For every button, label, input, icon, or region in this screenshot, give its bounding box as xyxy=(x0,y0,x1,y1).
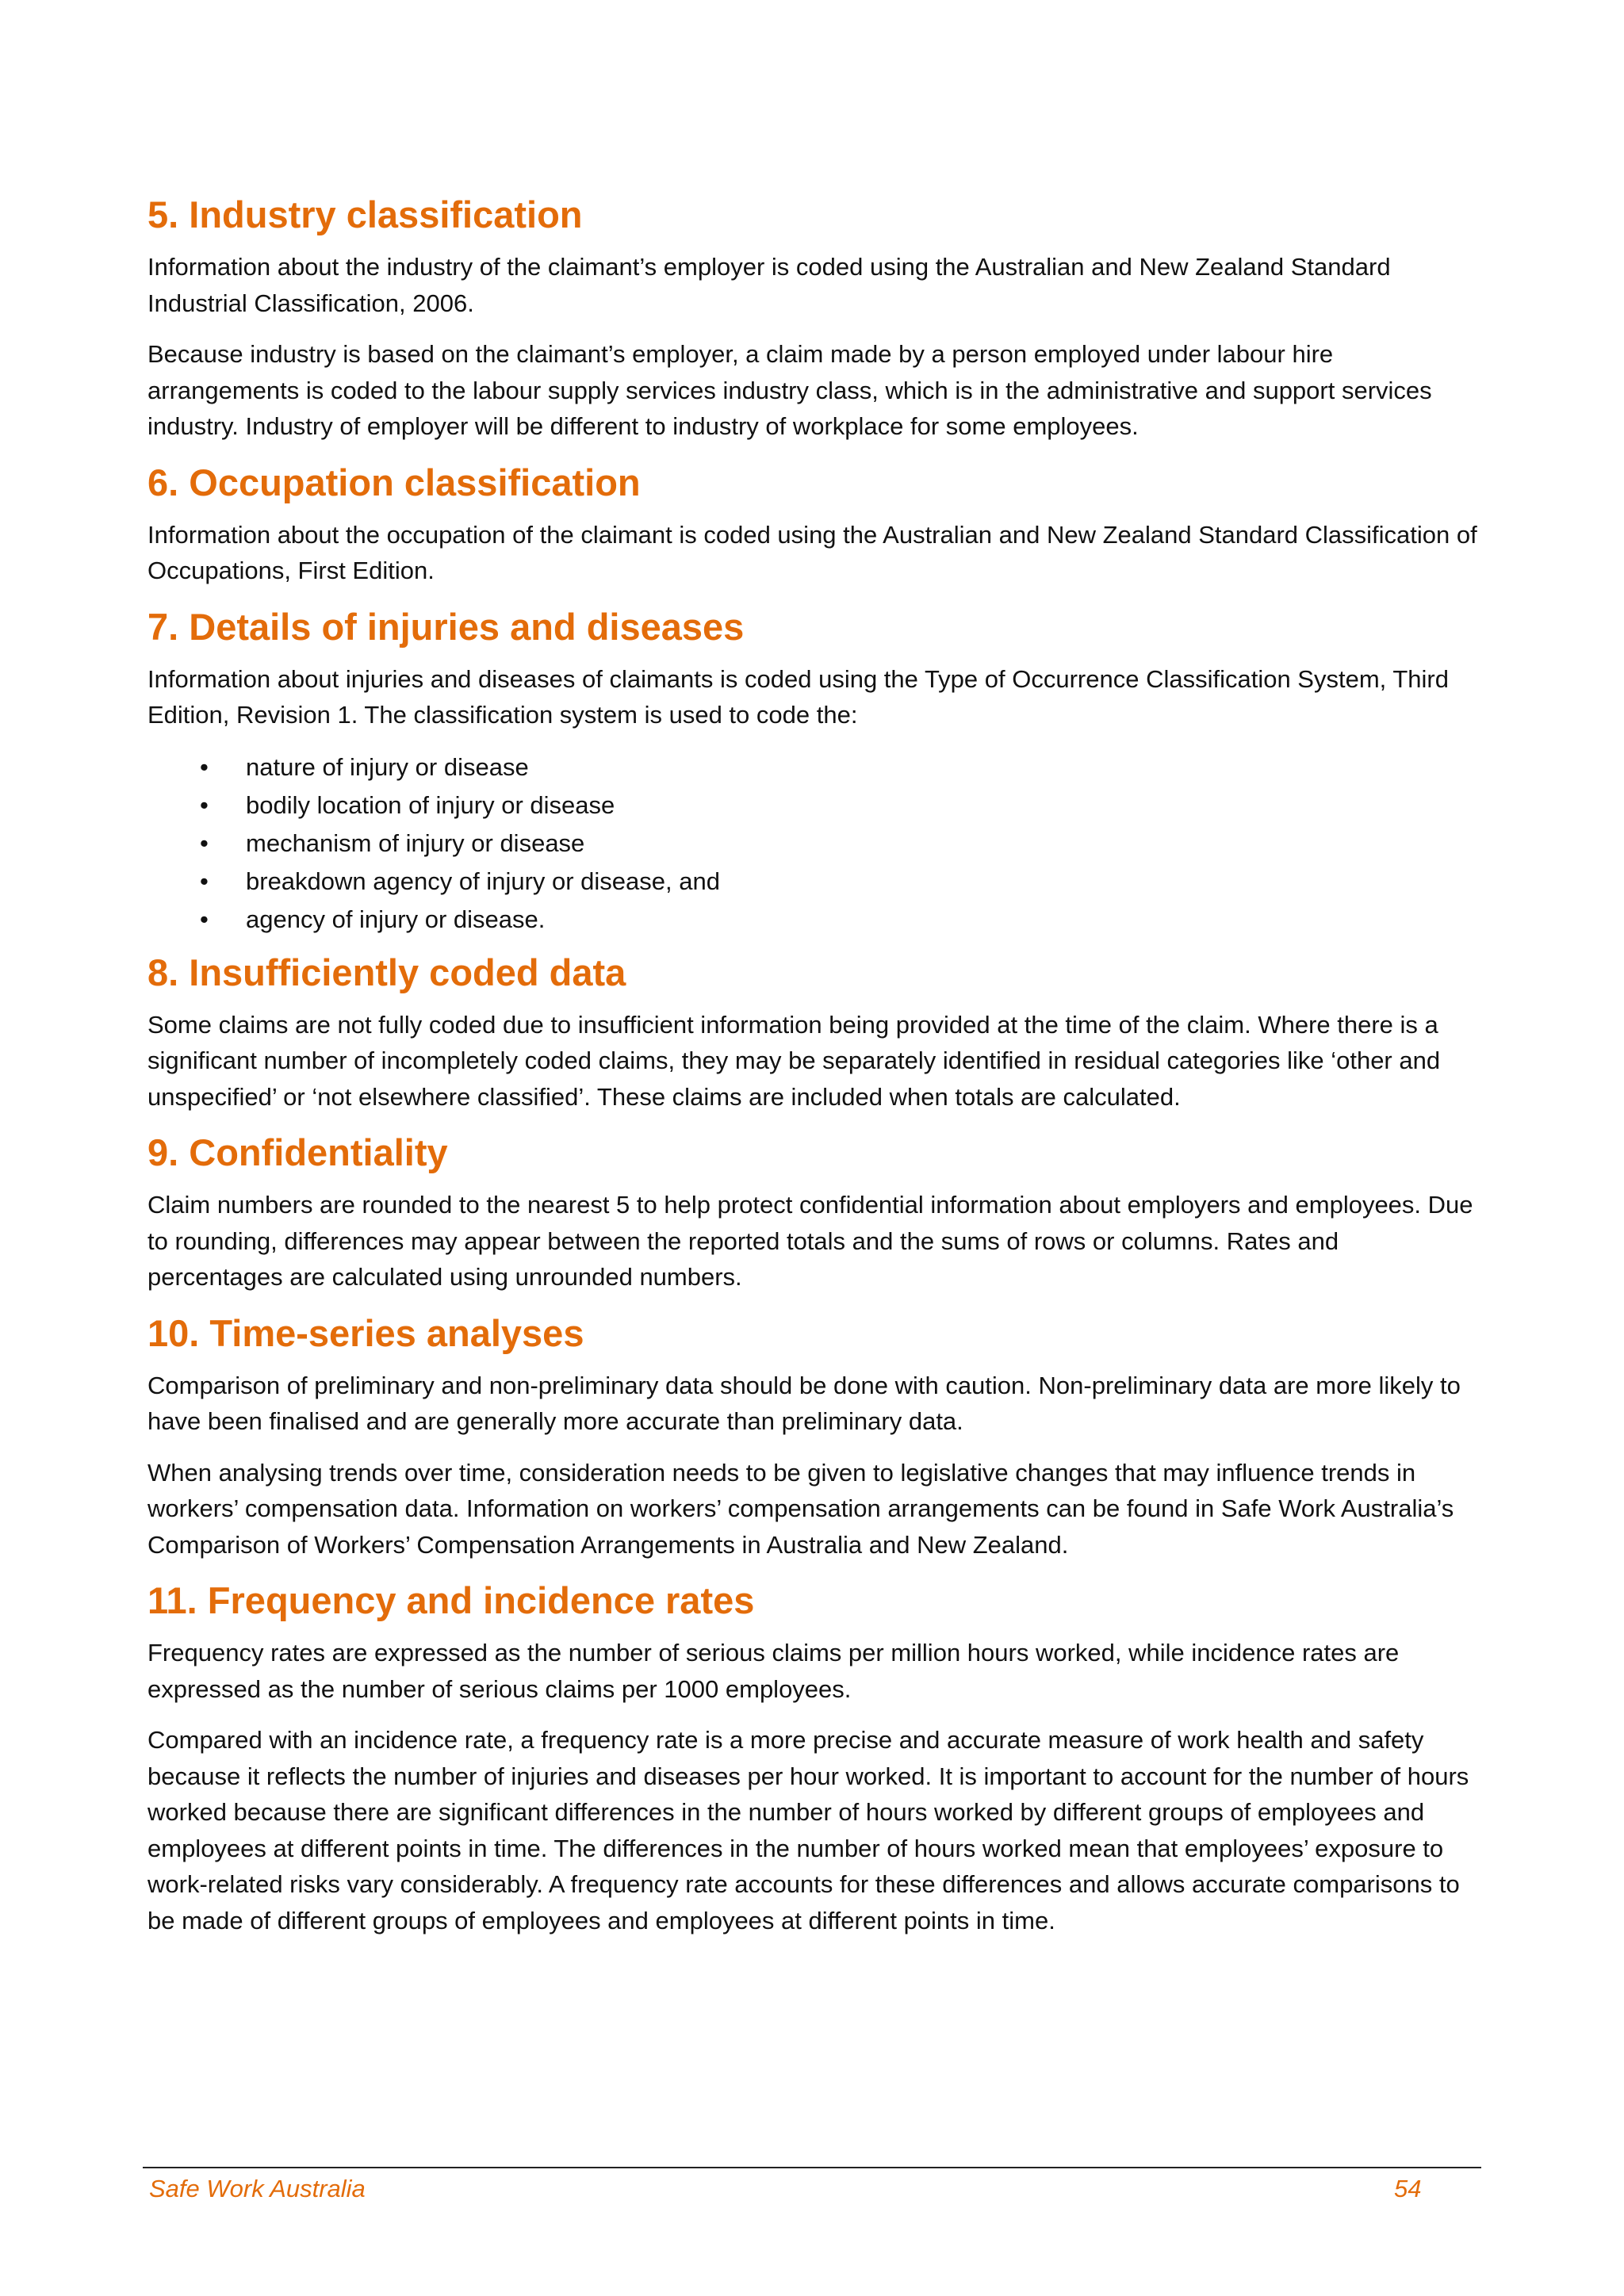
section-frequency-and-incidence-rates xyxy=(147,1578,1480,1938)
paragraph: When analysing trends over time, consideration needs to be given to legislative changes that may influence trends in workers’ compensation data. Information on workers’ compensation arrangements can be found in Safe Work Australia’s Comparison of Workers’ Compensation Arrangements in Australia and New Zealand. xyxy=(147,1458,1454,1559)
paragraph: Frequency rates are expressed as the number of serious claims per million hours worked, while incidence rates are expressed as the number of serious claims per 1000 employees. xyxy=(147,1639,1400,1703)
bullet-icon: • xyxy=(200,867,209,895)
list-item xyxy=(147,901,1480,939)
list-item-text: breakdown agency of injury or disease, and xyxy=(246,867,720,895)
list-item xyxy=(147,825,1480,863)
bullet-icon: • xyxy=(200,905,209,933)
section-heading: 11. Frequency and incidence rates xyxy=(147,1579,755,1621)
section-heading: 9. Confidentiality xyxy=(147,1131,448,1173)
section-insufficiently-coded-data xyxy=(147,950,1480,1115)
section-details-of-injuries xyxy=(147,604,1480,939)
paragraph: Information about the industry of the claimant’s employer is coded using the Australian and New Zealand Standard Industrial Classification, 2006. xyxy=(147,253,1391,317)
section-time-series-analyses xyxy=(147,1311,1480,1563)
paragraph: Some claims are not fully coded due to insufficient information being provided at the time of the claim. Where there is a significant number of incompletely coded claims, they may be separately identified in residual categories like ‘other and unspecified’ or ‘not elsewhere classified’. These claims are included when totals are calculated. xyxy=(147,1010,1441,1111)
list-item xyxy=(147,748,1480,786)
section-industry-classification xyxy=(147,192,1480,445)
paragraph: Information about injuries and diseases of claimants is coded using the Type of Occurrence Classification System, Third Edition, Revision 1. The classification system is used to code the: xyxy=(147,664,1449,729)
paragraph: Compared with an incidence rate, a frequency rate is a more precise and accurate measure of work health and safety because it reflects the number of injuries and diseases per hour worked. It is important to account for the number of hours worked because there are significant differences in the number of hours worked by different groups of employees and employees at different points in time. The differences in the number of hours worked mean that employees’ exposure to work-related risks vary considerably. A frequency rate accounts for these differences and allows accurate comparisons to be made of different groups of employees and employees at different points in time. xyxy=(147,1726,1469,1934)
section-heading: 10. Time-series analyses xyxy=(147,1311,584,1354)
section-occupation-classification xyxy=(147,460,1480,589)
bullet-icon: • xyxy=(200,828,209,857)
bullet-icon: • xyxy=(200,790,209,819)
paragraph: Because industry is based on the claimant’s employer, a claim made by a person employed under labour hire arrangements is coded to the labour supply services industry class, which is in the administrative and support services industry. Industry of employer will be different to industry of workplace for some employees. xyxy=(147,340,1432,440)
list-item xyxy=(147,863,1480,901)
footer-organisation: Safe Work Australia xyxy=(149,2175,366,2202)
list-item-text: nature of injury or disease xyxy=(246,752,529,781)
bullet-list xyxy=(147,748,1480,939)
list-item-text: agency of injury or disease. xyxy=(246,905,546,933)
page-footer xyxy=(143,2167,1481,2202)
section-confidentiality xyxy=(147,1130,1480,1295)
section-heading: 8. Insufficiently coded data xyxy=(147,951,626,993)
page-number: 54 xyxy=(1394,2175,1422,2202)
bullet-icon: • xyxy=(200,752,209,781)
document-body xyxy=(147,192,1480,1954)
section-heading: 7. Details of injuries and diseases xyxy=(147,605,745,648)
paragraph: Comparison of preliminary and non-preliminary data should be done with caution. Non-preliminary data are more likely to have been finalised and are generally more accurate than preliminary data. xyxy=(147,1371,1461,1435)
section-heading: 6. Occupation classification xyxy=(147,461,641,503)
section-heading: 5. Industry classification xyxy=(147,193,583,235)
paragraph: Claim numbers are rounded to the nearest 5 to help protect confidential information about employers and employees. Due to rounding, differences may appear between the reported totals and the sums of rows or columns. Rates and percentages are calculated using unrounded numbers. xyxy=(147,1191,1473,1291)
paragraph: Information about the occupation of the claimant is coded using the Australian and New Zealand Standard Classification of Occupations, First Edition. xyxy=(147,520,1477,584)
list-item xyxy=(147,786,1480,825)
list-item-text: mechanism of injury or disease xyxy=(246,828,585,857)
list-item-text: bodily location of injury or disease xyxy=(246,790,615,819)
